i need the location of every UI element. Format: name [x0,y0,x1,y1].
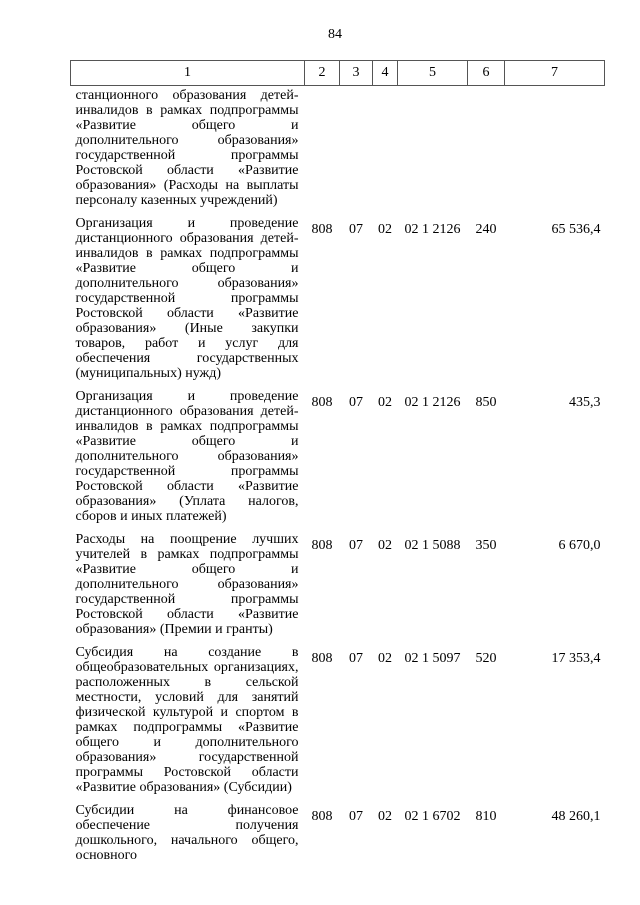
row-target [398,86,468,217]
row-code [305,86,340,217]
row-description: Организация и проведение дистанционного образования детей-инвалидов в рамках подпрограммы «Развитие общего и дополнительного образования» государственной программы Ростовской области «Развитие образования» (Уплата налогов, сборов и иных платежей) [75,389,299,524]
row-description: Субсидия на создание в общеобразовательных организациях, расположенных в сельской местности, условий для занятий физической культурой и спортом в рамках подпрограммы «Развитие общего и дополнительного образования» государственной программы Ростовской области «Развитие образования» (Субсидии) [75,645,299,795]
row-amount: 17 353,4 [551,651,601,666]
row-target: 02 1 5088 [404,538,461,553]
row-section [340,86,373,217]
table-row [71,532,605,645]
row-amount: 435,3 [569,395,601,410]
row-target: 02 1 5097 [404,651,461,666]
table-row [71,803,605,871]
row-type: 350 [475,538,497,553]
row-subsection: 02 [378,395,392,410]
header-col-6: 6 [468,61,505,86]
row-section: 07 [349,538,363,553]
table-row [71,216,605,389]
row-section: 07 [349,809,363,824]
row-subsection: 02 [378,651,392,666]
row-target: 02 1 2126 [404,222,461,237]
row-code: 808 [311,395,333,410]
row-subsection: 02 [378,538,392,553]
header-col-7: 7 [505,61,605,86]
row-section: 07 [349,395,363,410]
header-col-1: 1 [71,61,305,86]
page-number: 84 [328,27,342,42]
row-code: 808 [311,809,333,824]
row-section: 07 [349,222,363,237]
row-code: 808 [311,222,333,237]
row-target: 02 1 6702 [404,809,461,824]
row-amount: 6 670,0 [558,538,601,553]
header-col-3: 3 [340,61,373,86]
header-col-5: 5 [398,61,468,86]
row-type: 520 [475,651,497,666]
table-row [71,645,605,803]
row-description: Расходы на поощрение лучших учителей в рамках подпрограммы «Развитие общего и дополнительного образования» государственной программы Ростовской области «Развитие образования» (Премии и гранты) [75,532,299,637]
row-description: Организация и проведение дистанционного образования детей-инвалидов в рамках подпрограммы «Развитие общего и дополнительного образования» государственной программы Ростовской области «Развитие образования» (Иные закупки товаров, работ и услуг для обеспечения государственных (муниципальных) нужд) [75,216,299,381]
row-subsection: 02 [378,222,392,237]
row-type [468,86,505,217]
row-code: 808 [311,538,333,553]
header-row [71,61,605,86]
row-type: 810 [475,809,497,824]
table-row [71,86,605,217]
row-target: 02 1 2126 [404,395,461,410]
budget-table [70,60,605,871]
header-col-2: 2 [305,61,340,86]
row-amount: 48 260,1 [551,809,601,824]
row-amount [505,86,605,217]
row-description: Субсидии на финансовое обеспечение получения дошкольного, начального общего, основного [75,803,299,863]
header-col-4: 4 [373,61,398,86]
table-row [71,389,605,532]
row-type: 850 [475,395,497,410]
row-amount: 65 536,4 [551,222,601,237]
row-type: 240 [475,222,497,237]
row-section: 07 [349,651,363,666]
row-description: станционного образования детей-инвалидов в рамках подпрограммы «Развитие общего и дополнительного образования» государственной программы Ростовской области «Развитие образования» (Расходы на выплаты персоналу казенных учреждений) [75,88,299,208]
row-code: 808 [311,651,333,666]
row-subsection: 02 [378,809,392,824]
row-subsection [373,86,398,217]
